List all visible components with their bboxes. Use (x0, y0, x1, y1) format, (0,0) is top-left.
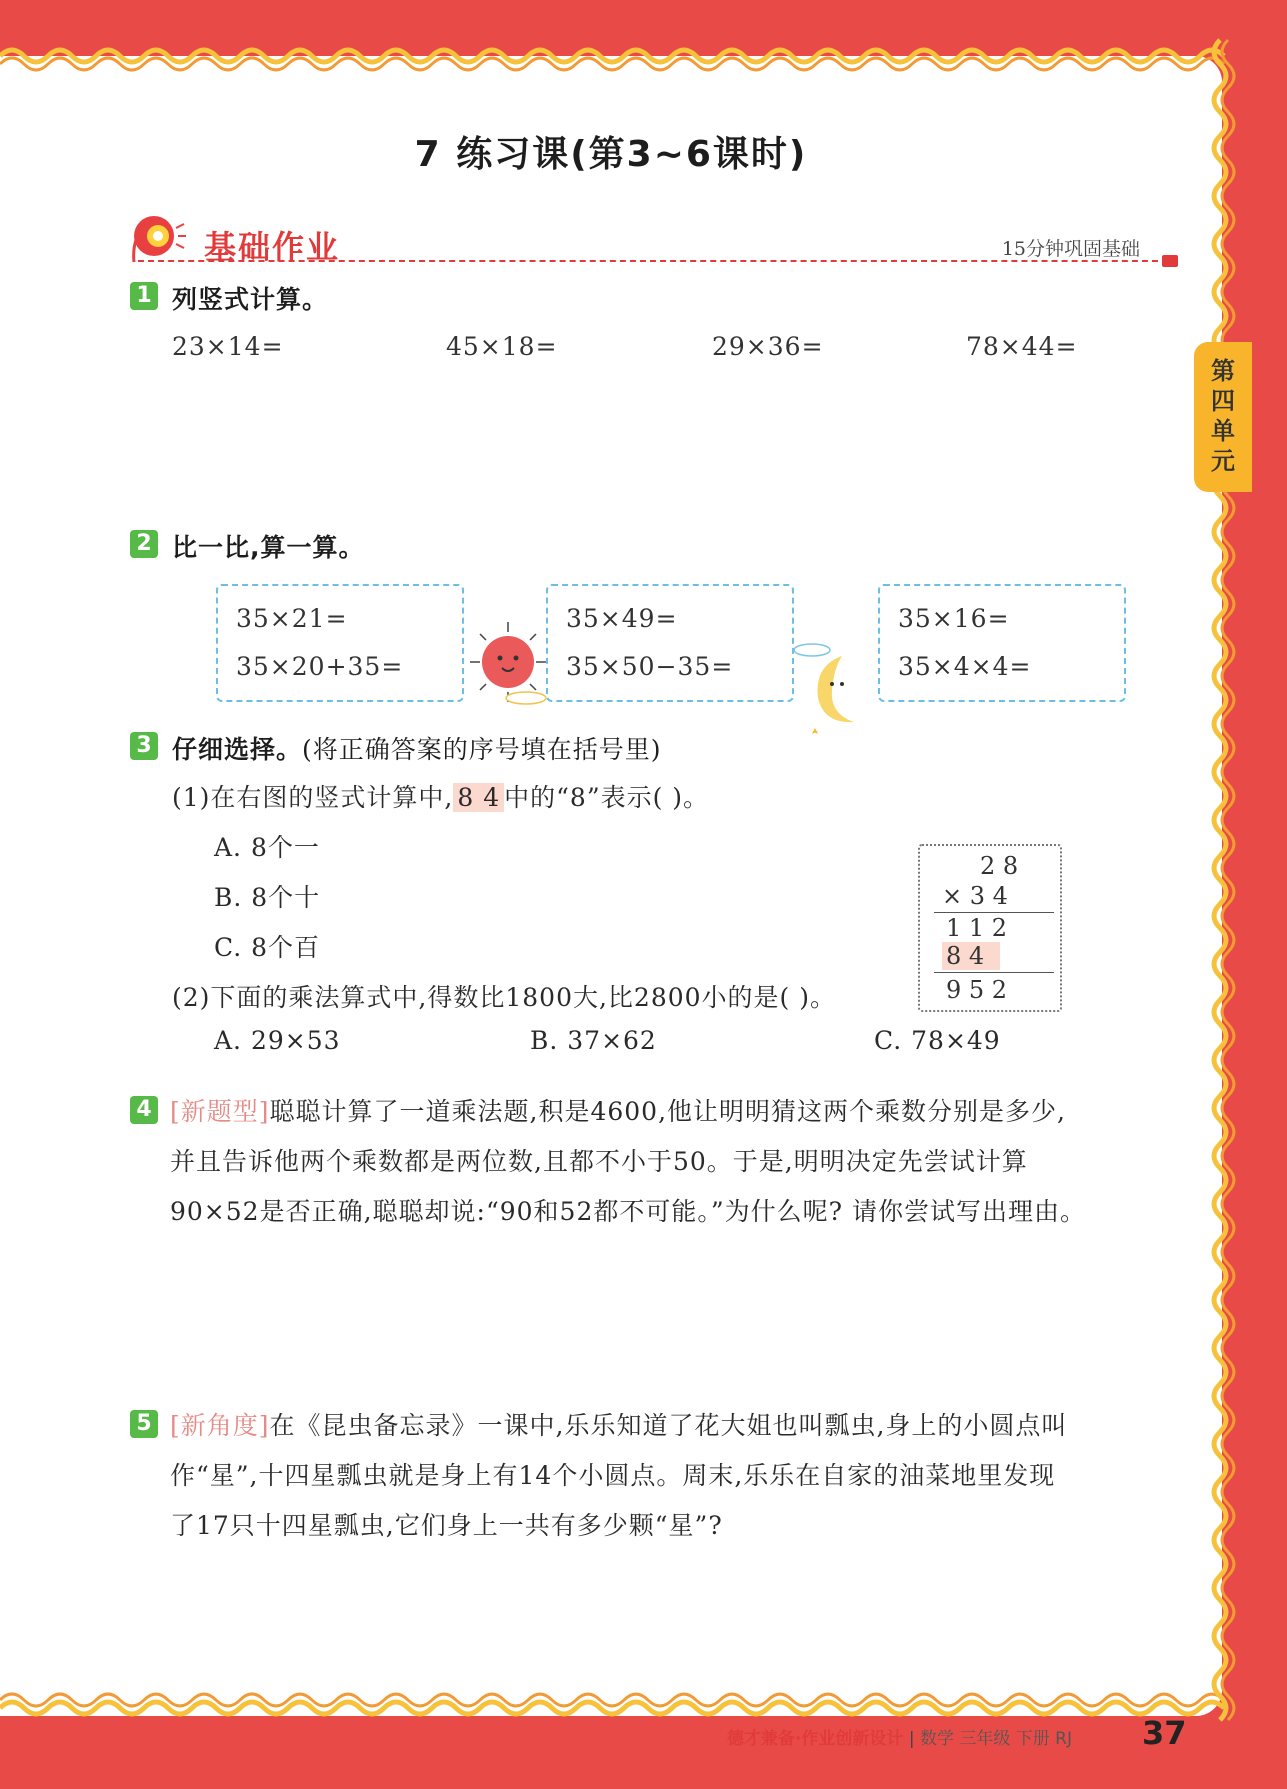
section-label: 基础作业 (204, 228, 341, 266)
compare-box-1 (216, 584, 464, 702)
q5-line-1 (170, 1406, 1067, 1442)
q5-line-1-text: 在《昆虫备忘录》一课中,乐乐知道了花大姐也叫瓢虫,身上的小圆点叫 (269, 1411, 1068, 1440)
q4-tag: [新题型] (170, 1097, 270, 1126)
q1-item-1: 23×14= (172, 332, 284, 361)
moon-icon (792, 640, 882, 744)
compare-box-2 (546, 584, 794, 702)
q3-p1-option-b: B. 8个十 (214, 883, 321, 912)
page-number: 37 (1142, 1714, 1187, 1752)
section-header (128, 206, 1178, 276)
q1-item-4: 78×44= (966, 332, 1078, 361)
q5-line-3: 了17只十四星瓢虫,它们身上一共有多少颗“星”? (170, 1511, 723, 1540)
q4-line-2: 并且告诉他两个乘数都是两位数,且都不小于50。于是,明明决定先尝试计算 (170, 1147, 1028, 1176)
q1-item-2: 45×18= (446, 332, 558, 361)
box-3-line-1: 35×16= (898, 604, 1010, 633)
bottom-wave-border (0, 1686, 1287, 1730)
section-note: 15分钟巩固基础 (1001, 238, 1140, 260)
q1-item-3: 29×36= (712, 332, 824, 361)
question-number-2: 2 (130, 530, 158, 558)
q3-p2-option-b: B. 37×62 (530, 1026, 657, 1055)
question-number-4: 4 (130, 1096, 158, 1124)
q3-p2-option-a: A. 29×53 (214, 1026, 341, 1055)
q3-part-2: (2)下面的乘法算式中,得数比1800大,比2800小的是( )。 (172, 983, 837, 1012)
question-2-text: 比一比,算一算。 (172, 533, 365, 562)
q5-tag: [新角度] (170, 1411, 270, 1440)
top-wave-border (0, 34, 1287, 78)
box-3-line-2: 35×4×4= (898, 652, 1032, 681)
question-number-5: 5 (130, 1410, 158, 1438)
footer-brand: 德才兼备·作业创新设计 (726, 1729, 904, 1749)
q3-p2-option-c: C. 78×49 (874, 1026, 1001, 1055)
calc-row-2: × 3 4 (942, 882, 1008, 910)
question-3-sub: (将正确答案的序号填在括号里) (302, 735, 662, 764)
question-number-3: 3 (130, 732, 158, 760)
mascot-icon (128, 206, 188, 266)
vertical-calculation (918, 844, 1062, 1012)
calc-row-1: 2 8 (980, 852, 1019, 880)
q3-p1-option-c: C. 8个百 (214, 933, 321, 962)
compare-box-3 (878, 584, 1126, 702)
question-3-main: 仔细选择。 (172, 735, 303, 764)
q3-part-1-highlight: 8 4 (453, 783, 504, 812)
unit-side-tab (1194, 342, 1252, 492)
q3-part-1-post: 中的“8”表示( )。 (504, 783, 710, 812)
q5-line-2: 作“星”,十四星瓢虫就是身上有14个小圆点。周末,乐乐在自家的油菜地里发现 (170, 1461, 1056, 1490)
box-2-line-1: 35×49= (566, 604, 678, 633)
divider-end-mark (1162, 255, 1178, 267)
footer-info: 数学 三年级 下册 RJ (919, 1729, 1072, 1749)
box-1-line-1: 35×21= (236, 604, 348, 633)
q4-line-3: 90×52是否正确,聪聪却说:“90和52都不可能。”为什么呢? 请你尝试写出理由。 (170, 1197, 1086, 1226)
calc-rule-2 (934, 972, 1054, 973)
footer-separator: | (908, 1729, 915, 1749)
sun-icon (466, 618, 550, 706)
box-1-line-2: 35×20+35= (236, 652, 404, 681)
q4-line-1 (170, 1092, 1066, 1128)
calc-rule-1 (934, 912, 1054, 913)
calc-row-3: 1 1 2 (946, 914, 1008, 942)
q4-line-1-text: 聪聪计算了一道乘法题,积是4600,他让明明猜这两个乘数分别是多少, (269, 1097, 1066, 1126)
question-number-1: 1 (130, 282, 158, 310)
section-divider (138, 260, 1168, 262)
unit-side-tab-label: 第四单元 (1211, 357, 1235, 475)
question-3-text (172, 730, 662, 766)
q3-part-1-pre: (1)在右图的竖式计算中, (172, 783, 454, 812)
page-title: 7 练习课(第3~6课时) (414, 134, 808, 175)
worksheet-page (0, 56, 1222, 1752)
question-1-text: 列竖式计算。 (172, 285, 329, 314)
calc-row-5: 9 5 2 (946, 976, 1008, 1004)
q3-part-1 (172, 778, 709, 814)
calc-row-4: 8 4 (946, 942, 985, 970)
box-2-line-2: 35×50−35= (566, 652, 734, 681)
right-wave-border (1198, 40, 1242, 1730)
q3-p1-option-a: A. 8个一 (214, 833, 320, 862)
